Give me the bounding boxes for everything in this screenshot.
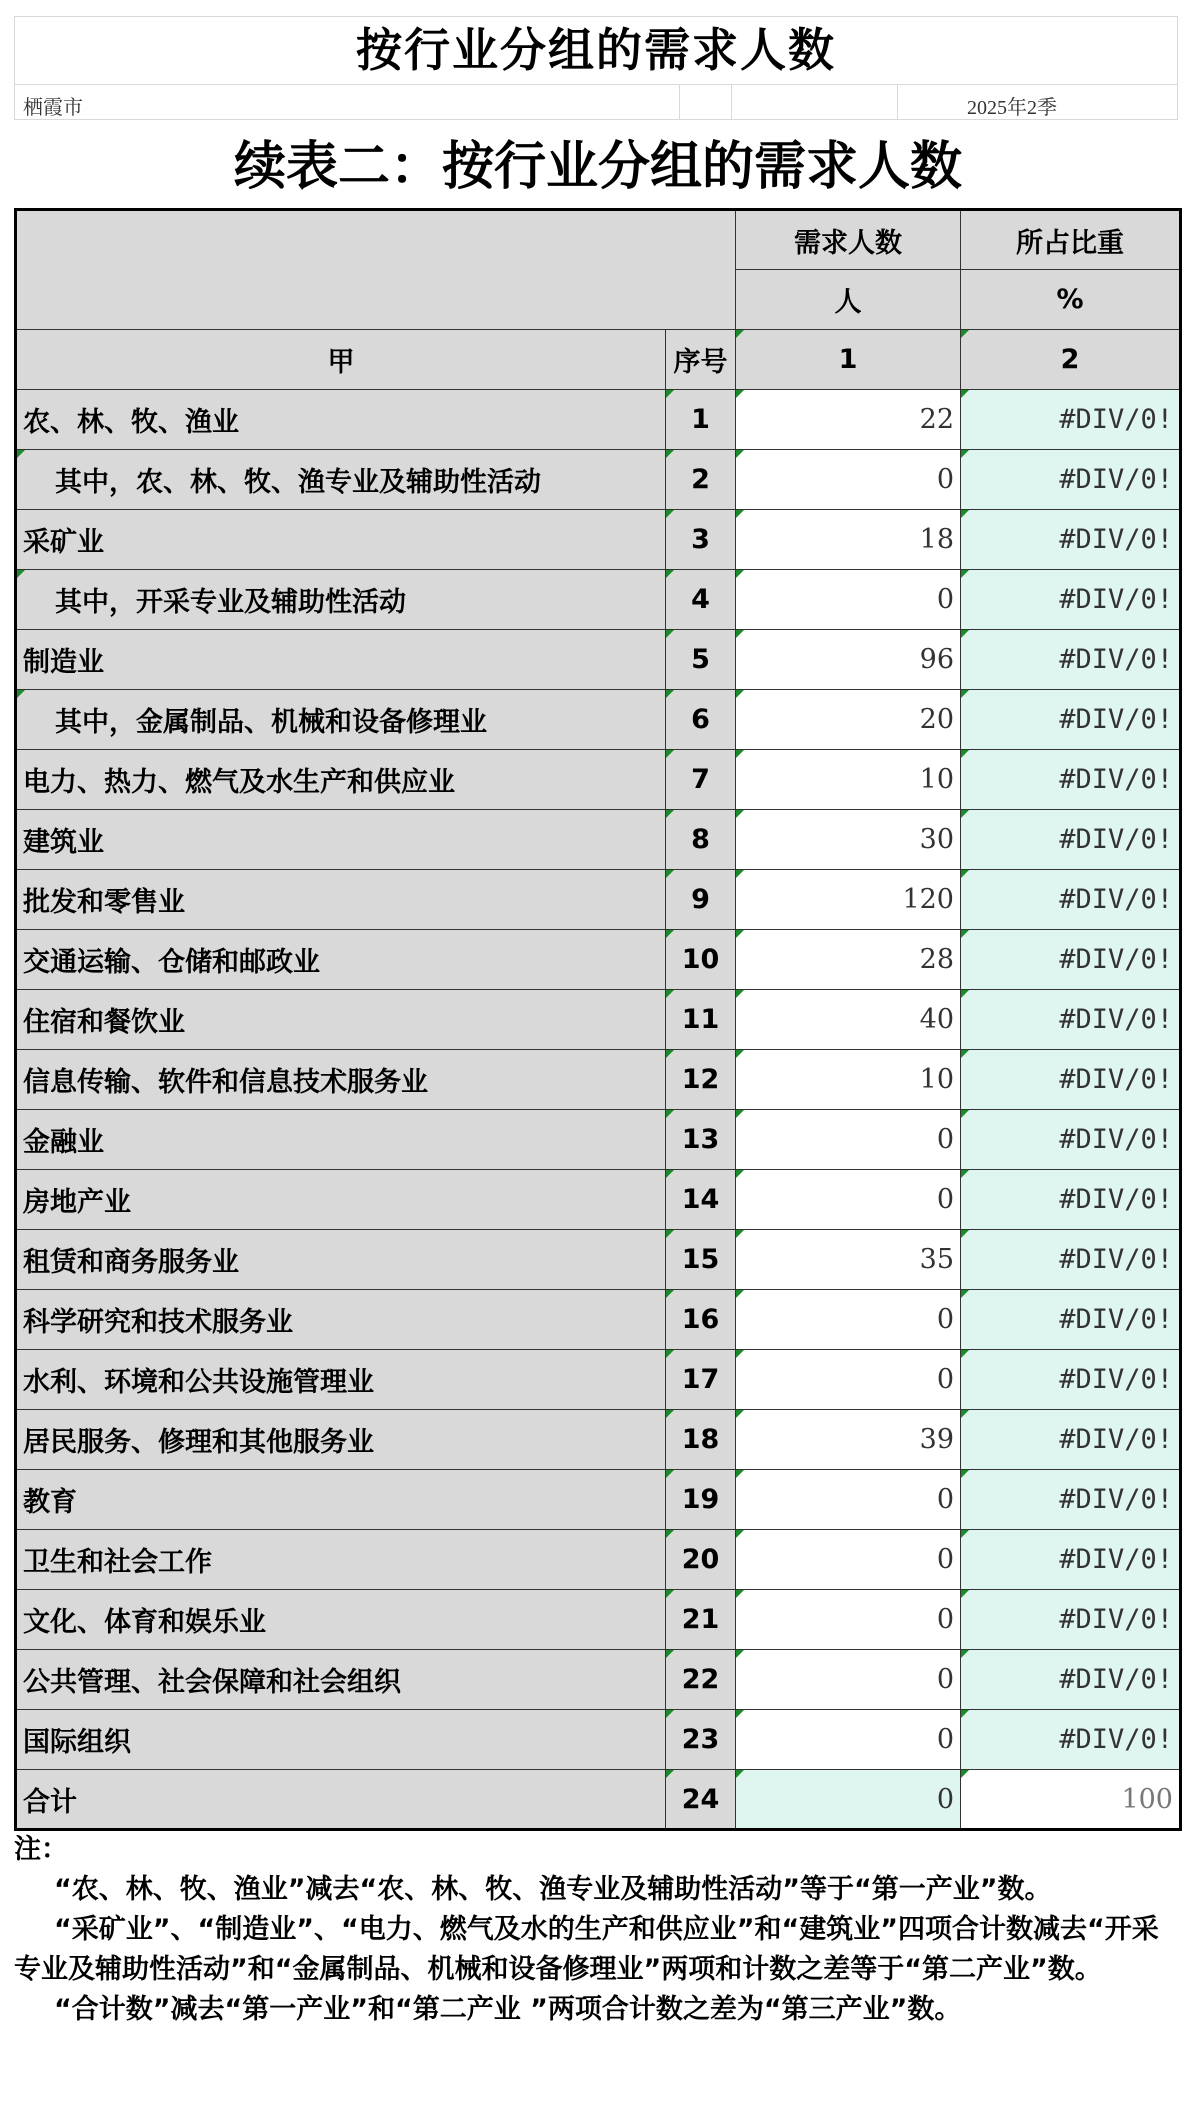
demand-cell[interactable]: 0 [736,1710,961,1770]
industry-name: 科学研究和技术服务业 [16,1290,666,1350]
header-ratio: 所占比重 [961,210,1181,270]
demand-cell[interactable]: 0 [736,1170,961,1230]
demand-cell[interactable]: 0 [736,570,961,630]
meta-divider [731,85,732,119]
table-row [16,690,1181,750]
note-2: “采矿业”、“制造业”、“电力、燃气及水的生产和供应业”和“建筑业”四项合计数减去“开采专业及辅助性活动”和“金属制品、机械和设备修理业”两项和计数之差等于“第二产业”数。 [14,1914,1159,1985]
row-seq: 10 [666,930,736,990]
table-row [16,1230,1181,1290]
industry-name: 租赁和商务服务业 [16,1230,666,1290]
demand-cell[interactable]: 120 [736,870,961,930]
industry-name: 卫生和社会工作 [16,1530,666,1590]
row-seq: 21 [666,1590,736,1650]
demand-cell[interactable]: 20 [736,690,961,750]
demand-cell[interactable]: 28 [736,930,961,990]
industry-name: 公共管理、社会保障和社会组织 [16,1650,666,1710]
table-row [16,450,1181,510]
table-row [16,990,1181,1050]
industry-name: 房地产业 [16,1170,666,1230]
row-seq: 15 [666,1230,736,1290]
row-seq: 22 [666,1650,736,1710]
industry-demand-table [14,208,1182,1831]
industry-name: 合计 [16,1770,666,1830]
demand-cell[interactable]: 0 [736,1530,961,1590]
table-row [16,870,1181,930]
demand-cell[interactable]: 0 [736,1470,961,1530]
header-row-1 [16,210,1181,270]
ratio-cell[interactable]: #DIV/0! [961,690,1181,750]
row-seq: 19 [666,1470,736,1530]
header-col-seq: 序号 [666,330,736,390]
ratio-cell[interactable]: #DIV/0! [961,750,1181,810]
ratio-cell[interactable]: #DIV/0! [961,1230,1181,1290]
table-row [16,1350,1181,1410]
demand-cell[interactable]: 40 [736,990,961,1050]
demand-cell[interactable]: 18 [736,510,961,570]
demand-cell[interactable]: 22 [736,390,961,450]
industry-name: 采矿业 [16,510,666,570]
row-seq: 20 [666,1530,736,1590]
ratio-cell[interactable]: #DIV/0! [961,510,1181,570]
table-row [16,1530,1181,1590]
row-seq: 13 [666,1110,736,1170]
row-seq: 24 [666,1770,736,1830]
row-seq: 16 [666,1290,736,1350]
demand-cell[interactable]: 0 [736,450,961,510]
ratio-cell[interactable]: #DIV/0! [961,930,1181,990]
ratio-cell[interactable]: #DIV/0! [961,570,1181,630]
table-row [16,1770,1181,1830]
row-seq: 12 [666,1050,736,1110]
header-row-3 [16,330,1181,390]
row-seq: 5 [666,630,736,690]
ratio-cell[interactable]: #DIV/0! [961,390,1181,450]
industry-name: 电力、热力、燃气及水生产和供应业 [16,750,666,810]
table-row [16,570,1181,630]
demand-cell[interactable]: 96 [736,630,961,690]
row-seq: 3 [666,510,736,570]
period-label: 2025年2季 [967,97,1057,119]
meta-divider [679,85,680,119]
industry-name: 住宿和餐饮业 [16,990,666,1050]
industry-name: 国际组织 [16,1710,666,1770]
table-row [16,1290,1181,1350]
demand-cell[interactable]: 39 [736,1410,961,1470]
demand-cell[interactable]: 0 [736,1350,961,1410]
row-seq: 6 [666,690,736,750]
demand-cell[interactable]: 0 [736,1110,961,1170]
table-row [16,1170,1181,1230]
row-seq: 23 [666,1710,736,1770]
row-seq: 9 [666,870,736,930]
ratio-cell[interactable]: #DIV/0! [961,990,1181,1050]
header-col-1: 1 [736,330,961,390]
demand-cell[interactable]: 30 [736,810,961,870]
ratio-cell[interactable]: #DIV/0! [961,810,1181,870]
industry-name: 其中，金属制品、机械和设备修理业 [16,690,666,750]
ratio-cell[interactable]: #DIV/0! [961,1410,1181,1470]
note-3: “合计数”减去“第一产业”和“第二产业 ”两项合计数之差为“第三产业”数。 [54,1994,962,2025]
industry-name: 信息传输、软件和信息技术服务业 [16,1050,666,1110]
demand-cell[interactable]: 10 [736,750,961,810]
ratio-cell[interactable]: #DIV/0! [961,1470,1181,1530]
header-blank-cell [16,210,736,330]
table-row [16,1410,1181,1470]
meta-divider [897,85,898,119]
notes-heading: 注： [14,1834,68,1865]
industry-name: 农、林、牧、渔业 [16,390,666,450]
industry-name: 水利、环境和公共设施管理业 [16,1350,666,1410]
demand-cell[interactable]: 0 [736,1290,961,1350]
demand-cell[interactable]: 0 [736,1770,961,1830]
ratio-cell[interactable]: #DIV/0! [961,1050,1181,1110]
row-seq: 18 [666,1410,736,1470]
header-col-2: 2 [961,330,1181,390]
header-col-a: 甲 [16,330,666,390]
table-row [16,1050,1181,1110]
ratio-cell[interactable]: #DIV/0! [961,1650,1181,1710]
industry-name: 其中，开采专业及辅助性活动 [16,570,666,630]
row-seq: 11 [666,990,736,1050]
row-seq: 4 [666,570,736,630]
table-row [16,1650,1181,1710]
industry-name: 教育 [16,1470,666,1530]
table-row [16,1470,1181,1530]
ratio-cell[interactable]: #DIV/0! [961,1170,1181,1230]
ratio-cell[interactable]: #DIV/0! [961,450,1181,510]
row-seq: 2 [666,450,736,510]
table-row [16,1710,1181,1770]
industry-name: 居民服务、修理和其他服务业 [16,1410,666,1470]
header-unit-ratio: % [961,270,1181,330]
ratio-cell[interactable]: #DIV/0! [961,1110,1181,1170]
industry-name: 其中，农、林、牧、渔专业及辅助性活动 [16,450,666,510]
row-seq: 7 [666,750,736,810]
industry-name: 交通运输、仓储和邮政业 [16,930,666,990]
ratio-cell[interactable]: #DIV/0! [961,1590,1181,1650]
table-row [16,810,1181,870]
industry-name: 文化、体育和娱乐业 [16,1590,666,1650]
industry-name: 金融业 [16,1110,666,1170]
meta-row [14,84,1178,120]
table-row [16,1110,1181,1170]
header-demand: 需求人数 [736,210,961,270]
row-seq: 17 [666,1350,736,1410]
industry-name: 批发和零售业 [16,870,666,930]
ratio-cell[interactable]: #DIV/0! [961,870,1181,930]
industry-name: 建筑业 [16,810,666,870]
row-seq: 1 [666,390,736,450]
table-row [16,1590,1181,1650]
table-row [16,930,1181,990]
demand-cell[interactable]: 35 [736,1230,961,1290]
row-seq: 8 [666,810,736,870]
table-subtitle: 续表二：按行业分组的需求人数 [233,137,962,197]
ratio-cell[interactable]: #DIV/0! [961,1530,1181,1590]
ratio-cell[interactable]: #DIV/0! [961,630,1181,690]
region-label: 栖霞市 [23,97,83,119]
ratio-cell[interactable]: #DIV/0! [961,1350,1181,1410]
note-1: “农、林、牧、渔业”减去“农、林、牧、渔专业及辅助性活动”等于“第一产业”数。 [54,1874,1052,1905]
notes [14,1830,1179,2030]
row-seq: 14 [666,1170,736,1230]
ratio-cell[interactable]: 100 [961,1770,1181,1830]
table-row [16,510,1181,570]
table-row [16,630,1181,690]
table-row [16,390,1181,450]
demand-cell[interactable]: 0 [736,1590,961,1650]
ratio-cell[interactable]: #DIV/0! [961,1290,1181,1350]
sheet-title: 按行业分组的需求人数 [356,23,836,77]
demand-cell[interactable]: 0 [736,1650,961,1710]
table-row [16,750,1181,810]
header-unit-demand: 人 [736,270,961,330]
industry-name: 制造业 [16,630,666,690]
demand-cell[interactable]: 10 [736,1050,961,1110]
ratio-cell[interactable]: #DIV/0! [961,1710,1181,1770]
